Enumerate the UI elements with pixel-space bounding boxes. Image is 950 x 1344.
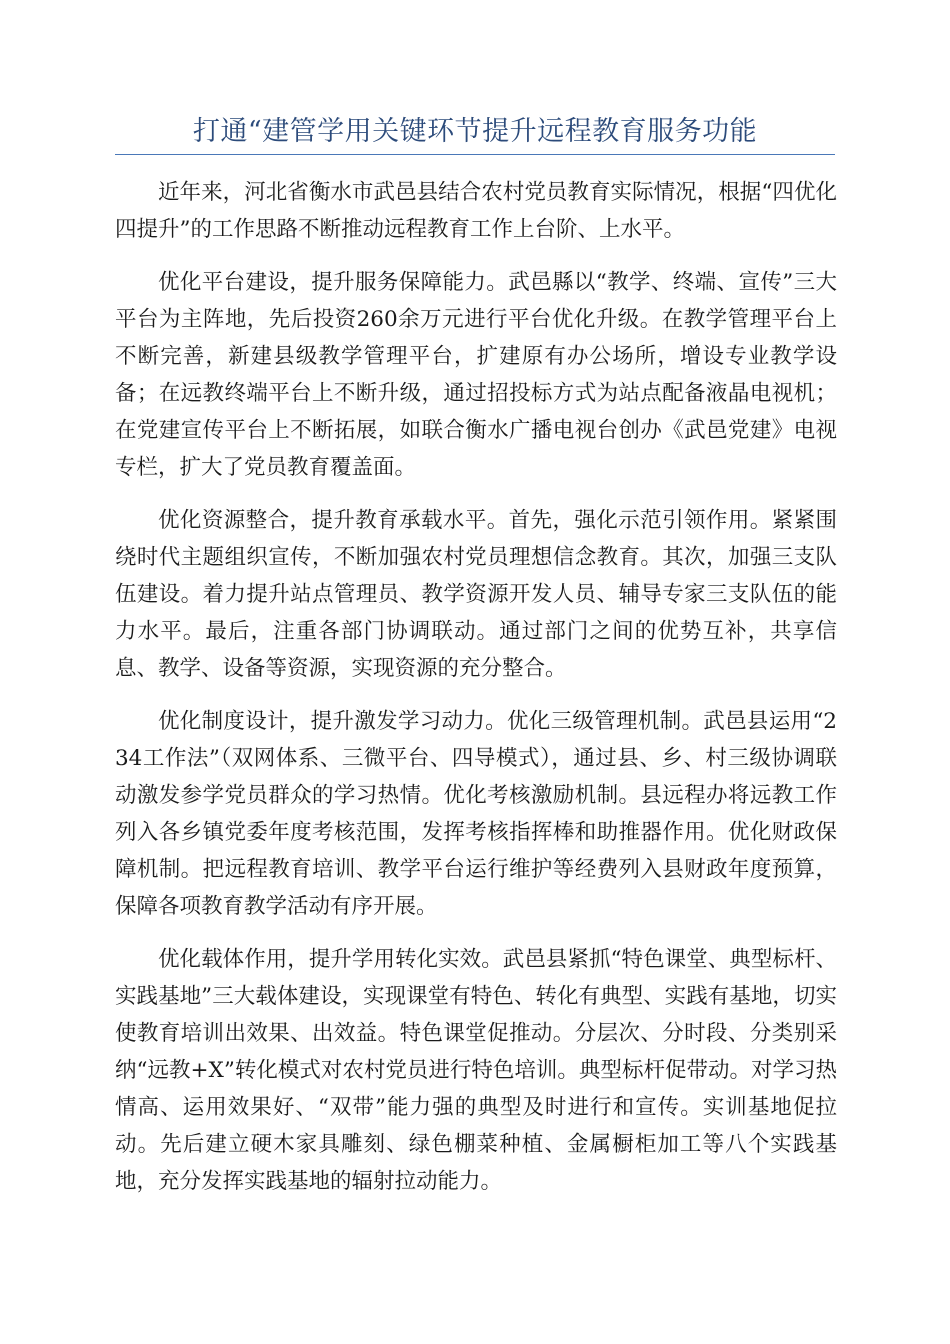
document-title: 打通“建管学用关键环节提升远程教育服务功能 [192, 116, 758, 147]
paragraph-platform: 优化平台建设，提升服务保障能力。武邑縣以“教学、终端、宣传”三大平台为主阵地，先后投资260余万元进行平台优化升级。在教学管理平台上不断完善，新建县级教学管理平台，扩建原有办公场所，增设专业教学设备；在远教终端平台上不断升级，通过招投标方式为站点配备液晶电视机；在党建宣传平台上不断拓展，如联合衡水广播电视台创办《武邑党建》电视专栏，扩大了党员教育覆盖面。 [115, 270, 837, 480]
paragraph-resources: 优化资源整合，提升教育承载水平。首先，强化示范引领作用。紧紧围绕时代主题组织宣传，不断加强农村党员理想信念教育。其次，加强三支队伍建设。着力提升站点管理员、教学资源开发人员、辅导专家三支队伍的能力水平。最后，注重各部门协调联动。通过部门之间的优势互补，共享信息、教学、设备等资源，实现资源的充分整合。 [115, 508, 837, 681]
paragraph-system: 优化制度设计，提升激发学习动力。优化三级管理机制。武邑县运用“234工作法”（双网体系、三微平台、四导模式），通过县、乡、村三级协调联动激发参学党员群众的学习热情。优化考核激励机制。县远程办将远教工作列入各乡镇党委年度考核范围，发挥考核指挥棒和助推器作用。优化财政保障机制。把远程教育培训、教学平台运行维护等经费列入县财政年度预算，保障各项教育教学活动有序开展。 [115, 709, 837, 919]
paragraph-carrier: 优化载体作用，提升学用转化实效。武邑县紧抓“特色课堂、典型标杆、实践基地”三大载体建设，实现课堂有特色、转化有典型、实践有基地，切实使教育培训出效果、出效益。特色课堂促推动。分层次、分时段、分类别采纳“远教+X”转化模式对农村党员进行特色培训。典型标杆促带动。对学习热情高、运用效果好、“双带”能力强的典型及时进行和宣传。实训基地促拉动。先后建立硬木家具雕刻、绿色棚菜种植、金属橱柜加工等八个实践基地，充分发挥实践基地的辐射拉动能力。 [115, 947, 837, 1194]
document-body [115, 174, 837, 1216]
title-underline [115, 154, 835, 155]
paragraph-intro: 近年来，河北省衡水市武邑县结合农村党员教育实际情况，根据“四优化四提升”的工作思路不断推动远程教育工作上台阶、上水平。 [115, 180, 837, 242]
